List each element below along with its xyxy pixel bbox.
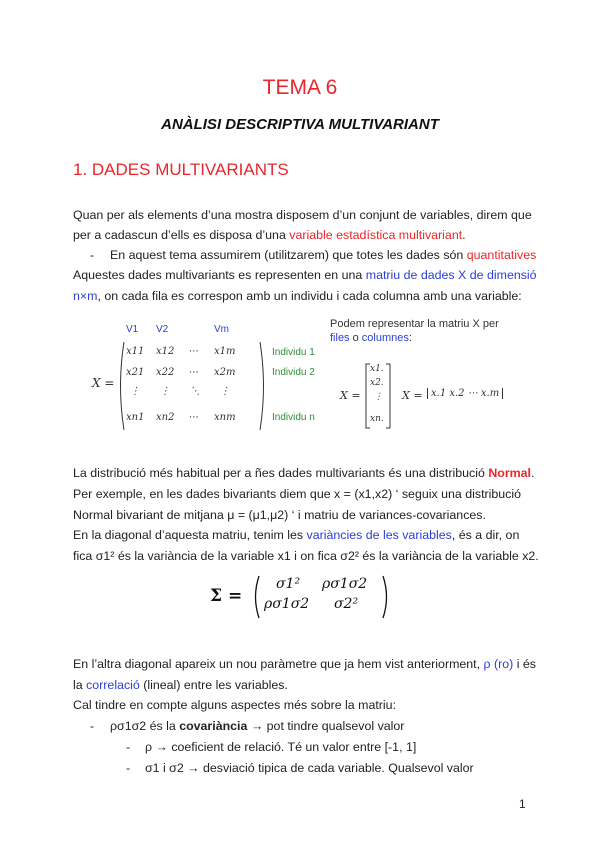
para3-line2: Per exemple, en les dades bivariants diem que x = (x1,x2) ‘ seguix una distribució [73,487,522,501]
sigma-lhs: Σ = [210,586,243,606]
para3-line5: fica σ1² és la variància de la variable x1 i on fica σ2² és la variància de la variable x2. [73,549,539,563]
sub-bullet-rho: ρ → coeficient de relació. Té un valor entre [-1, 1] [145,740,417,754]
page-number: 1 [519,797,526,811]
matrix-cell: xn2 [156,412,175,423]
para4-line2: la correlació (lineal) entre les variables. [73,678,288,692]
term-matriu: matriu de dades X de dimensió [365,268,537,282]
bullet-dash: - [90,248,95,262]
bullet-dash: - [90,719,95,733]
matrix-cell: x11 [126,346,145,357]
para2-line1: Aquestes dades multivariants es representen en una matriu de dades X de dimensió [73,268,537,282]
term-variancies: variàncies de les variables [306,528,452,542]
row-label: Individu n [272,412,315,423]
matrix-cell: x12 [156,346,175,357]
row-vector: x.1 x.2 ⋯ x.m [427,388,503,399]
page-subtitle: ANÀLISI DESCRIPTIVA MULTIVARIANT [161,116,439,133]
para3-line4: En la diagonal d’aquesta matriu, tenim les variàncies de les variables, és a dir, on [73,528,520,542]
column-vector-entry: x2. [370,378,384,388]
side-lhs: X = [340,389,361,402]
page-title: TEMA 6 [262,76,338,99]
row-label: Individu 1 [272,347,315,358]
para3-line1: La distribució més habitual per a ñes dades multivariants és una distribució Normal. [73,466,535,480]
sub-bullet-dash: - [126,761,131,775]
side-rhs: X = [402,389,423,402]
para1-line1: Quan per als elements d’una mostra disposem d’un conjunt de variables, direm que [73,208,532,222]
matrix-cell: x2m [214,367,236,378]
term-quantitatives: quantitatives [466,248,537,262]
representation-figure [330,318,530,438]
sub-bullet-sigma: σ1 i σ2 → desviació tipica de cada variable. Qualsevol valor [145,761,474,775]
col-header: V1 [126,324,139,335]
matrix-cell: xn1 [126,412,145,423]
sigma-cell: σ2² [334,596,359,612]
bullet-covariancia: ρσ1σ2 és la covariància → pot tindre qualsevol valor [110,719,405,733]
para4-line3: Cal tindre en compte alguns aspectes més sobre la matriu: [73,698,397,712]
row-label: Individu 2 [272,367,315,378]
bullet1-text: En aquest tema assumirem (utilitzarem) que totes les dades són quantitatives [110,248,537,262]
column-vector-entry: xn. [370,414,384,424]
column-vector-entry: ⋮ [374,392,383,402]
term-multivariant: variable estadística multivariant [289,228,463,242]
column-vector-entry: x1. [370,364,384,374]
matrix-cell: ⋮ [220,386,230,397]
para2-line2: n×m, on cada fila es correspon amb un individu i cada columna amb una variable: [73,289,522,303]
side-note-line2: files o columnes: [330,332,412,344]
para4-line1: En l’altra diagonal apareix un nou paràmetre que ja hem vist anteriorment, ρ (ro) i és [73,657,537,671]
covariance-matrix-figure [210,572,410,622]
sigma-cell: ρσ1σ2 [264,596,310,612]
para1-line2: per a cadascun d’ells es disposa d’una variable estadística multivariant. [73,228,466,242]
col-header: V2 [156,324,169,335]
data-matrix-figure [70,318,330,438]
para3-line3: Normal bivariant de mitjana μ = (μ1,μ2) ‘ i matriu de variances-covariances. [73,508,486,522]
matrix-cell: ⋯ [188,346,198,357]
matrix-cell: xnm [214,412,236,423]
term-normal: Normal [488,466,532,480]
section-heading: 1. DADES MULTIVARIANTS [73,160,289,179]
matrix-cell: ⋮ [130,386,140,397]
matrix-cell: ⋯ [188,412,198,423]
matrix-cell: ⋱ [190,386,200,397]
term-ro: ρ (ro) [483,657,514,671]
sigma-cell: ρσ1σ2 [322,576,368,592]
side-note-line1: Podem representar la matriu X per [330,318,499,330]
sigma-cell: σ1² [276,576,301,592]
matrix-cell: x22 [156,367,175,378]
term-correlacio: correlació [86,678,140,692]
matrix-cell: x1m [214,346,236,357]
matrix-cell: ⋮ [160,386,170,397]
matrix-cell: ⋯ [188,367,198,378]
matrix-lhs: X = [92,376,115,390]
matrix-cell: x21 [126,367,145,378]
sub-bullet-dash: - [126,740,131,754]
col-header: Vm [214,324,229,335]
